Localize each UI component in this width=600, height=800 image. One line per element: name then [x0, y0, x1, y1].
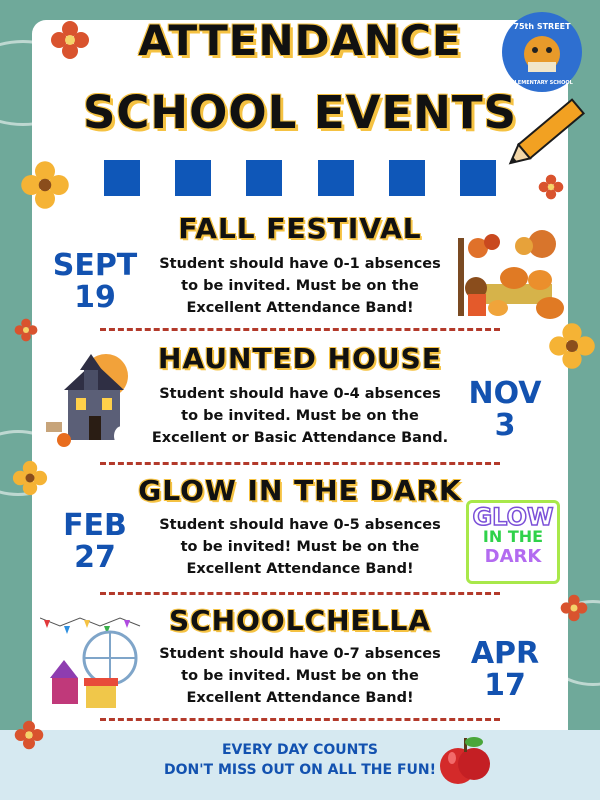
- event-description-line: Student should have 0-7 absences: [159, 646, 441, 662]
- flower-icon: [14, 318, 38, 342]
- flower-icon: [538, 174, 564, 200]
- event-title-haunted-house: HAUNTED HOUSE: [158, 342, 442, 375]
- blue-square: [460, 160, 496, 196]
- logo-text-top: 75th STREET: [513, 22, 571, 31]
- blue-square: [104, 160, 140, 196]
- event-description: [145, 643, 455, 709]
- footer-line2: DON'T MISS OUT ON ALL THE FUN!: [164, 762, 436, 778]
- event-description-line: to be invited! Must be on the: [180, 539, 420, 555]
- event-description-line: Excellent Attendance Band!: [186, 300, 414, 316]
- event-description: [145, 514, 455, 580]
- event-date-haunted-house: [450, 378, 560, 442]
- haunted-house-illustration: [44, 350, 148, 450]
- fall-festival-illustration: [452, 228, 568, 320]
- event-description-line: Excellent or Basic Attendance Band.: [151, 430, 449, 446]
- event-description-line: to be invited. Must be on the: [181, 668, 419, 684]
- event-title-schoolchella: SCHOOLCHELLA: [168, 604, 432, 637]
- event-date-month: APR: [470, 636, 540, 671]
- event-date-month: FEB: [63, 508, 127, 543]
- event-date-day: 19: [74, 280, 116, 315]
- dashed-divider: [100, 718, 500, 721]
- dashed-divider: [100, 328, 500, 331]
- event-date-glow-in-the-dark: [40, 510, 150, 574]
- glow-art-word: IN THE: [482, 527, 544, 546]
- glow-art-word: GLOW: [472, 503, 554, 531]
- logo-text-bottom: ELEMENTARY SCHOOL: [511, 80, 573, 86]
- glow-art-word: DARK: [484, 546, 542, 567]
- blue-square: [246, 160, 282, 196]
- event-date-day: 27: [74, 540, 116, 575]
- flower-icon: [20, 160, 70, 210]
- event-description-line: Student should have 0-4 absences: [159, 386, 441, 402]
- event-description: [145, 253, 455, 319]
- apple-icon: [436, 728, 494, 788]
- dashed-divider: [100, 462, 500, 465]
- event-date-day: 17: [484, 668, 526, 703]
- poster-title-line2: SCHOOL EVENTS: [82, 86, 518, 139]
- event-description: [145, 383, 455, 449]
- event-date-month: NOV: [468, 376, 542, 411]
- glow-in-the-dark-art: [466, 500, 560, 584]
- event-title-fall-festival: FALL FESTIVAL: [178, 212, 422, 245]
- event-description-line: to be invited. Must be on the: [181, 278, 419, 294]
- event-date-day: 3: [494, 408, 516, 443]
- decorative-squares: [104, 160, 496, 196]
- event-date-schoolchella: [450, 638, 560, 702]
- event-description-line: Student should have 0-5 absences: [159, 517, 441, 533]
- event-description-line: Excellent Attendance Band!: [186, 561, 414, 577]
- event-description-line: Student should have 0-1 absences: [159, 256, 441, 272]
- footer-line1: EVERY DAY COUNTS: [221, 742, 378, 758]
- carnival-illustration: [40, 612, 148, 712]
- event-date-month: SEPT: [52, 248, 138, 283]
- event-date-fall-festival: [40, 250, 150, 314]
- poster-title-line1: ATTENDANCE: [138, 16, 462, 65]
- dashed-divider: [100, 592, 500, 595]
- blue-square: [389, 160, 425, 196]
- event-description-line: to be invited. Must be on the: [181, 408, 419, 424]
- blue-square: [318, 160, 354, 196]
- blue-square: [175, 160, 211, 196]
- event-description-line: Excellent Attendance Band!: [186, 690, 414, 706]
- event-title-glow-in-the-dark: GLOW IN THE DARK: [138, 474, 462, 507]
